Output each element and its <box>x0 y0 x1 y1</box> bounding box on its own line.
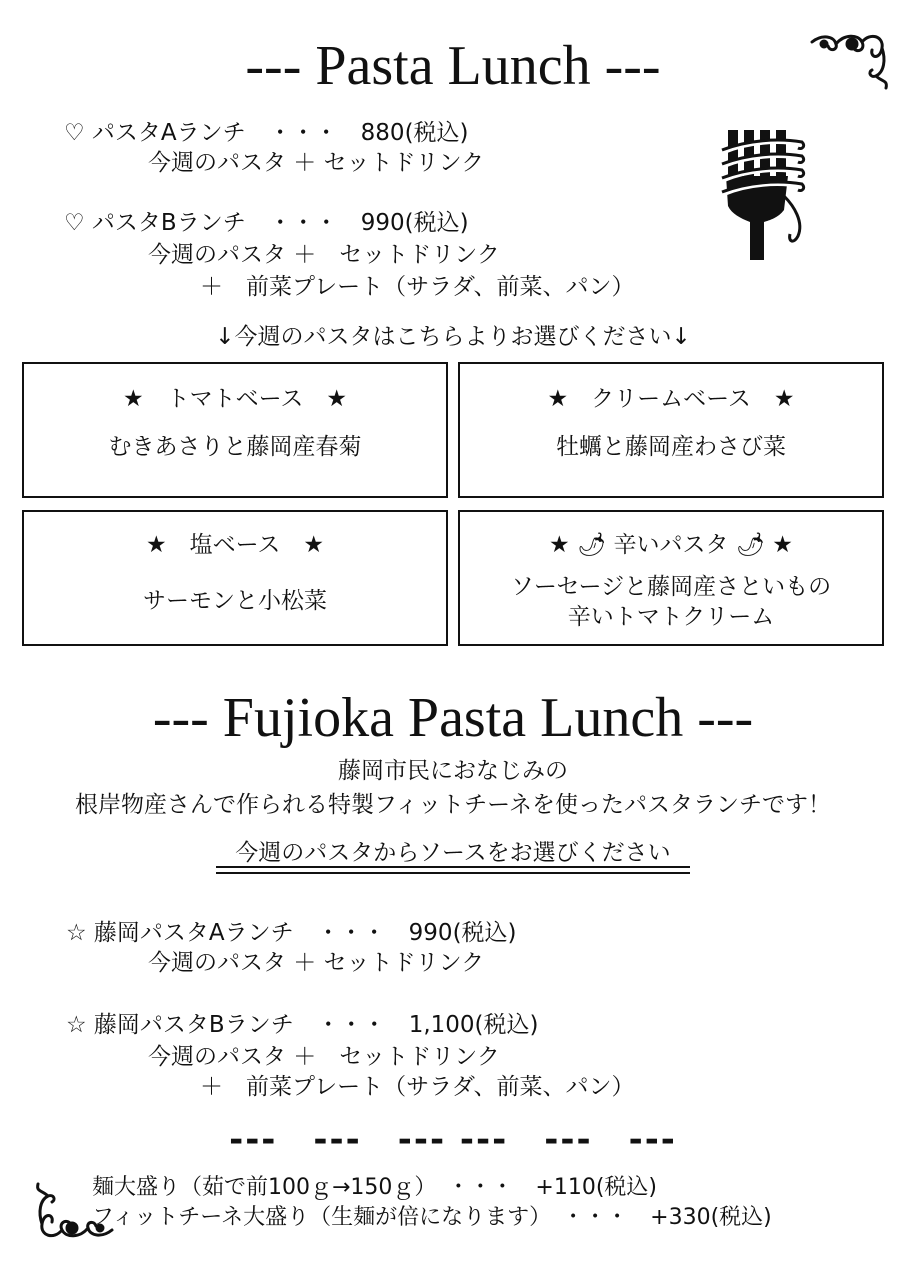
pasta-a-lunch-item: ♡ パスタAランチ ・・・ 880(税込) <box>64 120 469 146</box>
fujioka-pasta-a-lunch-item: ☆ 藤岡パスタAランチ ・・・ 990(税込) <box>66 920 517 946</box>
spicy-pasta-box <box>458 510 884 646</box>
pasta-b-lunch-desc: 今週のパスタ ＋ セットドリンク <box>148 242 500 268</box>
box-dish: ソーセージと藤岡産さといもの <box>510 574 832 600</box>
sauce-note-underline-2 <box>216 872 690 874</box>
box-title: ★ 🌶 辛いパスタ 🌶 ★ <box>549 532 793 558</box>
sauce-note-underline <box>216 866 690 868</box>
box-dish: 牡蠣と藤岡産わさび菜 <box>556 434 786 460</box>
tomato-base-box <box>22 362 448 498</box>
salt-base-box <box>22 510 448 646</box>
fujioka-pasta-b-lunch-item: ☆ 藤岡パスタBランチ ・・・ 1,100(税込) <box>66 1012 539 1038</box>
sauce-note: 今週のパスタからソースをお選びください <box>235 840 671 866</box>
fujioka-pasta-b-lunch-desc: 今週のパスタ ＋ セットドリンク <box>148 1044 500 1070</box>
intro-line-1: 藤岡市民におなじみの <box>338 758 568 784</box>
pasta-b-lunch-desc-2: ＋ 前菜プレート（サラダ、前菜、パン） <box>200 274 635 300</box>
pasta-lunch-title: --- Pasta Lunch --- <box>245 35 661 97</box>
box-dish-2: 辛いトマトクリーム <box>567 604 775 630</box>
choose-pasta-note: ↓今週のパスタはこちらよりお選びください↓ <box>215 324 691 350</box>
large-noodle-option: 麺大盛り（茹で前100ｇ→150ｇ） ・・・ +110(税込) <box>92 1175 658 1200</box>
box-title: ★ クリームベース ★ <box>547 386 795 412</box>
box-title: ★ トマトベース ★ <box>122 386 348 412</box>
pasta-b-lunch-item: ♡ パスタBランチ ・・・ 990(税込) <box>64 210 469 236</box>
fujioka-pasta-lunch-title: --- Fujioka Pasta Lunch --- <box>152 687 754 749</box>
fujioka-pasta-a-lunch-desc: 今週のパスタ ＋ セットドリンク <box>148 950 485 976</box>
box-dish: むきあさりと藤岡産春菊 <box>108 434 362 460</box>
fork-pasta-icon <box>718 126 808 264</box>
cream-base-box <box>458 362 884 498</box>
intro-line-2: 根岸物産さんで作られる特製フィットチーネを使ったパスタランチです！ <box>74 792 831 818</box>
fujioka-pasta-b-lunch-desc-2: ＋ 前菜プレート（サラダ、前菜、パン） <box>200 1074 635 1100</box>
separator-dashes: --- --- --- --- --- --- <box>229 1120 677 1160</box>
pasta-a-lunch-desc: 今週のパスタ ＋ セットドリンク <box>148 150 485 176</box>
box-title: ★ 塩ベース ★ <box>145 532 325 558</box>
large-fettuccine-option: フィットチーネ大盛り（生麺が倍になります） ・・・ +330(税込) <box>92 1205 772 1230</box>
box-dish: サーモンと小松菜 <box>143 588 327 614</box>
